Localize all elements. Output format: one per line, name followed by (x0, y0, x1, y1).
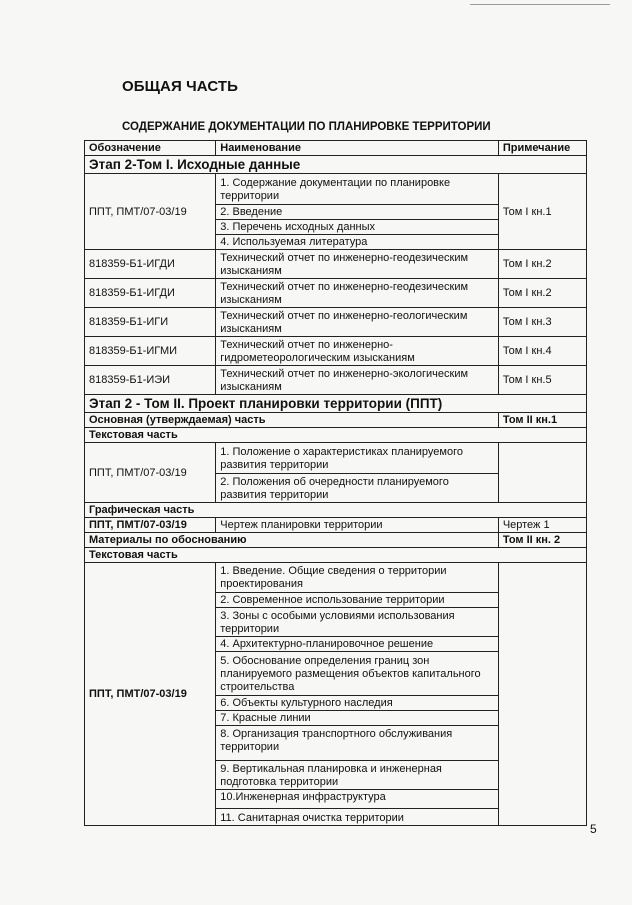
stage1-designation: ППТ, ПМТ/07-03/19 (85, 174, 216, 250)
text-part2-row (85, 548, 587, 563)
stage1-note: Том I кн.1 (498, 174, 586, 250)
document-title: СОДЕРЖАНИЕ ДОКУМЕНТАЦИИ ПО ПЛАНИРОВКЕ ТЕРРИТОРИИ (122, 121, 491, 133)
text-part-note (498, 443, 586, 503)
survey-name: Технический отчет по инженерно-гидрометеорологическим изысканиям (216, 337, 499, 366)
main-part-label: Основная (утверждаемая) часть (85, 413, 499, 428)
survey-note: Том I кн.4 (498, 337, 586, 366)
materials-item: 6. Объекты культурного наследия (216, 696, 499, 711)
graphic-designation: ППТ, ПМТ/07-03/19 (85, 518, 216, 533)
text-part-label: Текстовая часть (85, 428, 587, 443)
materials-item: 9. Вертикальная планировка и инженерная подготовка территории (216, 761, 499, 790)
table-row (85, 563, 587, 593)
survey-name: Технический отчет по инженерно-экологическим изысканиям (216, 366, 499, 395)
survey-code: 818359-Б1-ИГМИ (85, 337, 216, 366)
survey-note: Том I кн.3 (498, 308, 586, 337)
materials-item: 2. Современное использование территории (216, 593, 499, 608)
survey-note: Том I кн.5 (498, 366, 586, 395)
table-row (85, 250, 587, 279)
stage1-item: 2. Введение (216, 205, 499, 220)
materials-label: Материалы по обоснованию (85, 533, 499, 548)
stage2-title: Этап 2 - Том II. Проект планировки территории (ППТ) (85, 395, 587, 413)
header-designation: Обозначение (85, 141, 216, 156)
survey-name: Технический отчет по инженерно-геодезическим изысканиям (216, 279, 499, 308)
stage1-title-row (85, 156, 587, 174)
materials-item: 10.Инженерная инфраструктура (216, 790, 499, 809)
survey-note: Том I кн.2 (498, 250, 586, 279)
survey-name: Технический отчет по инженерно-геодезическим изысканиям (216, 250, 499, 279)
materials-item: 4. Архитектурно-планировочное решение (216, 637, 499, 652)
table-row (85, 518, 587, 533)
survey-note: Том I кн.2 (498, 279, 586, 308)
contents-table (84, 140, 587, 826)
materials-note-cell (498, 563, 586, 826)
header-row (85, 141, 587, 156)
materials-item: 5. Обоснование определения границ зон планируемого размещения объектов капитального строительства (216, 652, 499, 696)
header-note: Примечание (498, 141, 586, 156)
materials-item: 8. Организация транспортного обслуживания территории (216, 726, 499, 761)
materials-item: 1. Введение. Общие сведения о территории проектирования (216, 563, 499, 593)
stage2-title-row (85, 395, 587, 413)
survey-code: 818359-Б1-ИЭИ (85, 366, 216, 395)
text-part-designation: ППТ, ПМТ/07-03/19 (85, 443, 216, 503)
survey-code: 818359-Б1-ИГИ (85, 308, 216, 337)
materials-note: Том II кн. 2 (498, 533, 586, 548)
text-part-item: 1. Положение о характеристиках планируемого развития территории (216, 443, 499, 474)
table-row (85, 308, 587, 337)
graphic-part-label: Графическая часть (85, 503, 587, 518)
graphic-item: Чертеж планировки территории (216, 518, 499, 533)
stage1-item: 1. Содержание документации по планировке территории (216, 174, 499, 205)
header-name: Наименование (216, 141, 499, 156)
materials-row (85, 533, 587, 548)
table-row (85, 337, 587, 366)
top-rule (470, 4, 610, 5)
materials-item: 7. Красные линии (216, 711, 499, 726)
text-part-item: 2. Положения об очередности планируемого развития территории (216, 474, 499, 503)
text-part2-label: Текстовая часть (85, 548, 587, 563)
survey-code: 818359-Б1-ИГДИ (85, 250, 216, 279)
materials-item: 11. Санитарная очистка территории (216, 809, 499, 826)
graphic-note: Чертеж 1 (498, 518, 586, 533)
materials-item: 3. Зоны с особыми условиями использования территории (216, 608, 499, 637)
table-row (85, 174, 587, 205)
page-number: 5 (590, 822, 597, 836)
table-row (85, 443, 587, 474)
survey-name: Технический отчет по инженерно-геологическим изысканиям (216, 308, 499, 337)
main-part-note: Том II кн.1 (498, 413, 586, 428)
stage1-item: 4. Используемая литература (216, 235, 499, 250)
materials-designation: ППТ, ПМТ/07-03/19 (85, 563, 216, 826)
main-part-row (85, 413, 587, 428)
table-row (85, 366, 587, 395)
text-part-row (85, 428, 587, 443)
table-row (85, 279, 587, 308)
stage1-item: 3. Перечень исходных данных (216, 220, 499, 235)
section-title: ОБЩАЯ ЧАСТЬ (122, 78, 239, 95)
stage1-title: Этап 2-Том I. Исходные данные (85, 156, 587, 174)
survey-code: 818359-Б1-ИГДИ (85, 279, 216, 308)
graphic-part-row (85, 503, 587, 518)
